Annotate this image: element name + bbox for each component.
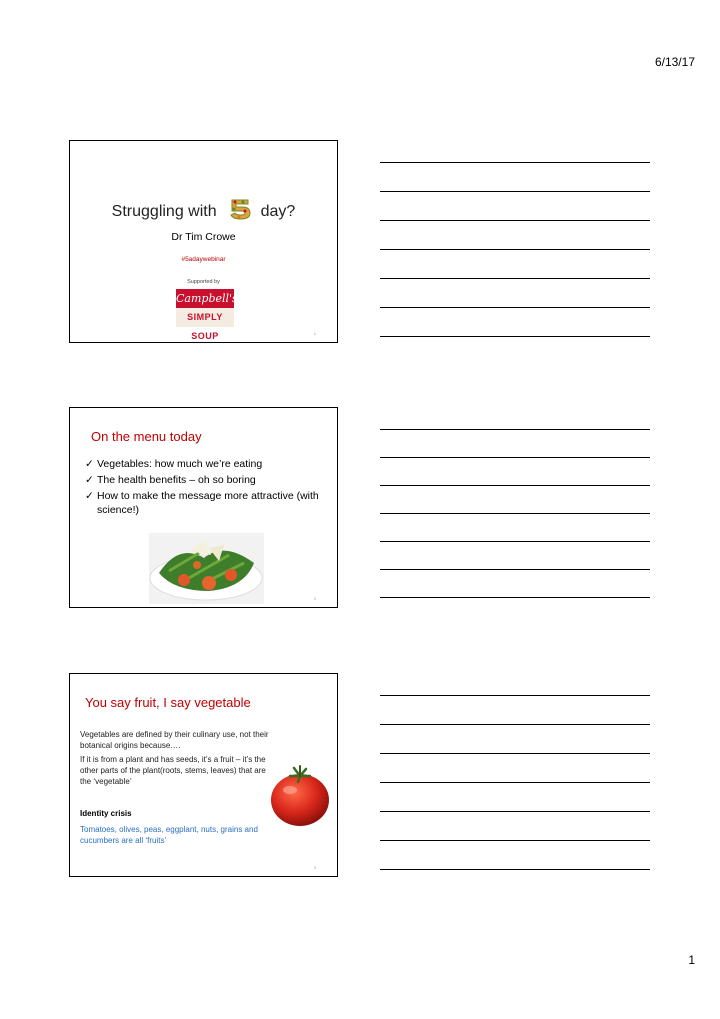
note-line <box>380 569 650 570</box>
paragraph-definition: Vegetables are defined by their culinary use, not their botanical origins because…. <box>80 730 269 750</box>
slide-thumbnail-1 <box>69 140 338 343</box>
note-line <box>380 695 650 696</box>
paragraph-fruits-list: Tomatoes, olives, peas, eggplant, nuts, grains and cucumbers are all ‘fruits’ <box>80 825 258 845</box>
note-line <box>380 457 650 458</box>
paragraph-explanation: If it is from a plant and has seeds, it’s a fruit – it’s the other parts of the plant(roots, stems, leaves) that are the ‘vegetable’ <box>80 755 266 786</box>
list-item-text: How to make the message more attractive (with science!) <box>97 490 319 516</box>
slide-number: 3 <box>313 865 316 870</box>
logo-product: SIMPLY SOUP <box>176 308 234 327</box>
note-line <box>380 162 650 163</box>
list-item-text: Vegetables: how much we’re eating <box>97 458 263 470</box>
note-line <box>380 336 650 337</box>
note-line <box>380 840 650 841</box>
note-line <box>380 597 650 598</box>
salad-photo <box>149 533 264 604</box>
campbells-simply-soup-logo <box>176 289 238 341</box>
checkmark-icon: ✓ <box>85 474 94 486</box>
author-name: Dr Tim Crowe <box>171 231 236 243</box>
slide-thumbnail-3 <box>69 673 338 877</box>
note-line <box>380 278 650 279</box>
slide-number: 1 <box>313 331 316 336</box>
list-item <box>85 489 325 517</box>
note-line <box>380 485 650 486</box>
print-date: 6/13/17 <box>654 55 695 69</box>
slide-title: On the menu today <box>91 429 202 444</box>
note-line <box>380 541 650 542</box>
note-line <box>380 191 650 192</box>
agenda-list <box>85 457 325 519</box>
note-line <box>380 249 650 250</box>
slide-thumbnail-2 <box>69 407 338 608</box>
list-item <box>85 457 325 471</box>
note-line <box>380 869 650 870</box>
page-number: 1 <box>688 953 695 967</box>
checkmark-icon: ✓ <box>85 490 94 502</box>
note-line <box>380 429 650 430</box>
tomato-photo <box>268 764 332 828</box>
note-line <box>380 753 650 754</box>
slide-title <box>70 198 337 221</box>
slide-number: 2 <box>313 596 316 601</box>
title-text-before: Struggling with <box>111 203 217 220</box>
note-line <box>380 782 650 783</box>
hashtag: #5adaywebinar <box>181 256 226 263</box>
slide-title: You say fruit, I say vegetable <box>85 695 251 710</box>
note-line <box>380 220 650 221</box>
note-line <box>380 724 650 725</box>
note-line <box>380 307 650 308</box>
supported-by-label: Supported by <box>187 279 220 285</box>
note-line <box>380 811 650 812</box>
list-item <box>85 473 325 487</box>
section-heading: Identity crisis <box>80 809 132 818</box>
logo-brand: Campbell's <box>176 289 234 308</box>
checkmark-icon: ✓ <box>85 458 94 470</box>
note-line <box>380 513 650 514</box>
title-text-after: day? <box>260 203 296 220</box>
five-vegetables-icon <box>223 198 255 220</box>
list-item-text: The health benefits – oh so boring <box>97 474 256 486</box>
